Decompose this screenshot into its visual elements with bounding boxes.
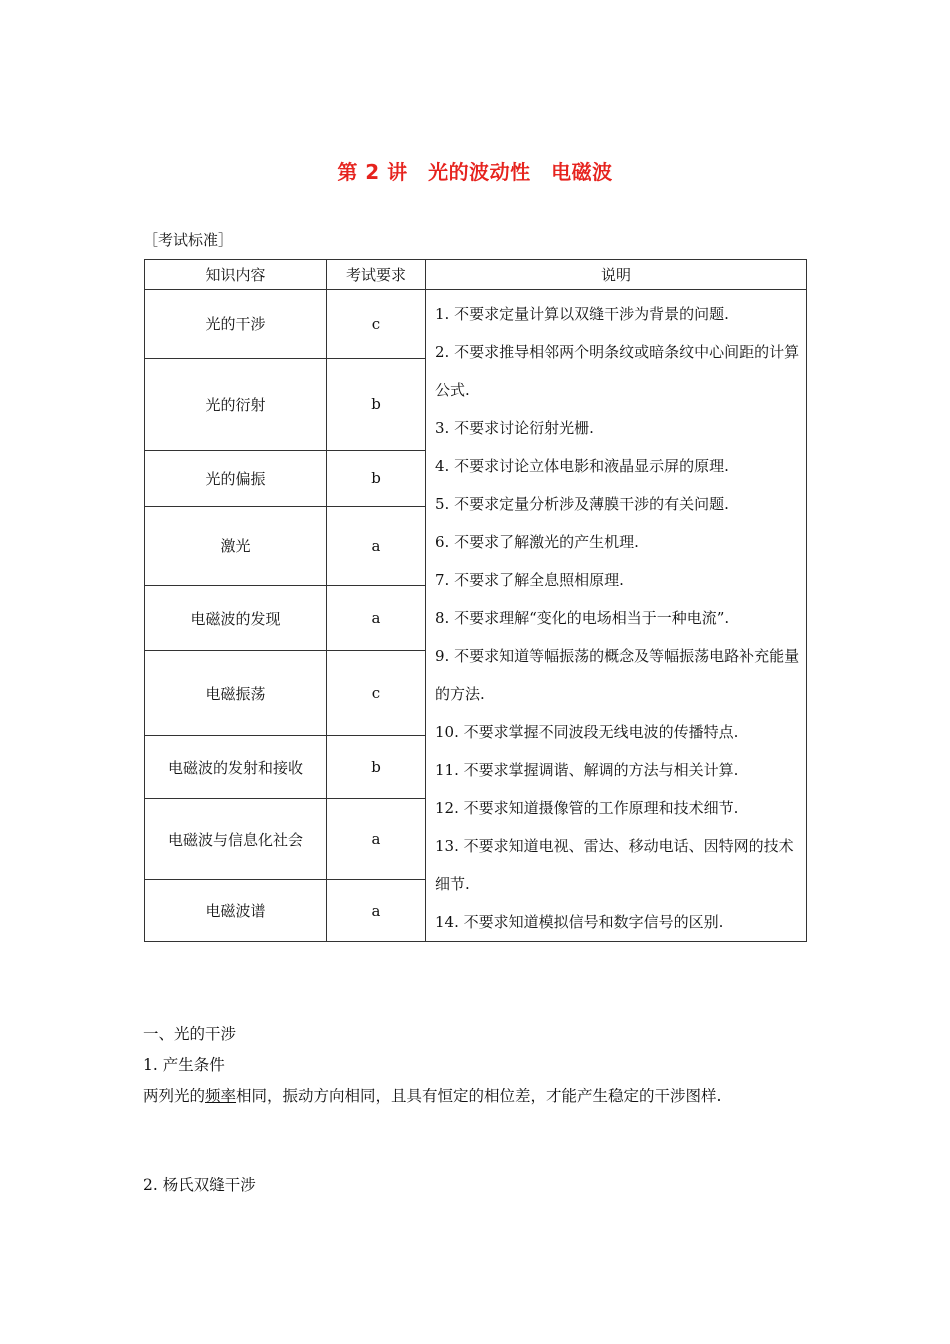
paragraph-text: 两列光的 — [143, 1087, 206, 1105]
topic-cell: 激光 — [145, 506, 327, 585]
topic-cell: 电磁波的发现 — [145, 585, 327, 651]
level-cell: b — [327, 358, 426, 450]
level-cell: c — [327, 290, 426, 359]
level-cell: b — [327, 450, 426, 506]
note-item: 12. 不要求知道摄像管的工作原理和技术细节. — [435, 799, 739, 817]
note-item: 4. 不要求讨论立体电影和液晶显示屏的原理. — [435, 457, 729, 475]
note-item: 7. 不要求了解全息照相原理. — [435, 571, 624, 589]
note-item: 8. 不要求理解“变化的电场相当于一种电流”. — [435, 609, 730, 627]
topic-cell: 光的干涉 — [145, 290, 327, 359]
topic-cell: 电磁波的发射和接收 — [145, 736, 327, 799]
paragraph-text: 相同，振动方向相同，且具有恒定的相位差，才能产生稳定的干涉图样. — [236, 1087, 722, 1105]
note-item: 13. 不要求知道电视、雷达、移动电话、因特网的技术细节. — [435, 837, 794, 893]
level-cell: a — [327, 506, 426, 585]
topic-cell: 电磁振荡 — [145, 651, 327, 736]
subsection-heading: 1. 产生条件 — [143, 1056, 225, 1074]
paragraph — [143, 1084, 721, 1106]
table-header-row — [145, 260, 807, 290]
topic-cell: 电磁波谱 — [145, 880, 327, 942]
level-cell: c — [327, 651, 426, 736]
note-item: 5. 不要求定量分析涉及薄膜干涉的有关问题. — [435, 495, 729, 513]
note-item: 11. 不要求掌握调谐、解调的方法与相关计算. — [435, 761, 739, 779]
header-topic: 知识内容 — [145, 260, 327, 290]
note-item: 10. 不要求掌握不同波段无线电波的传播特点. — [435, 723, 739, 741]
underlined-term: 频率 — [205, 1087, 237, 1105]
level-cell: b — [327, 736, 426, 799]
standards-label: ［考试标准］ — [143, 231, 234, 249]
standards-table — [144, 259, 807, 942]
topic-cell: 光的衍射 — [145, 358, 327, 450]
page-title: 第 2 讲 光的波动性 电磁波 — [337, 160, 613, 184]
header-level: 考试要求 — [327, 260, 426, 290]
note-item: 3. 不要求讨论衍射光栅. — [435, 419, 594, 437]
note-item: 1. 不要求定量计算以双缝干涉为背景的问题. — [435, 305, 729, 323]
subsection-heading: 2. 杨氏双缝干涉 — [143, 1176, 256, 1194]
level-cell: a — [327, 585, 426, 651]
notes-cell — [426, 290, 807, 942]
note-item: 2. 不要求推导相邻两个明条纹或暗条纹中心间距的计算公式. — [435, 343, 800, 399]
note-item: 9. 不要求知道等幅振荡的概念及等幅振荡电路补充能量的方法. — [435, 647, 800, 703]
header-notes: 说明 — [426, 260, 807, 290]
table-row — [145, 290, 807, 359]
level-cell: a — [327, 799, 426, 880]
section-heading: 一、光的干涉 — [143, 1025, 237, 1043]
topic-cell: 光的偏振 — [145, 450, 327, 506]
topic-cell: 电磁波与信息化社会 — [145, 799, 327, 880]
note-item: 14. 不要求知道模拟信号和数字信号的区别. — [435, 913, 724, 931]
notes-list — [426, 290, 806, 941]
note-item: 6. 不要求了解激光的产生机理. — [435, 533, 639, 551]
level-cell: a — [327, 880, 426, 942]
